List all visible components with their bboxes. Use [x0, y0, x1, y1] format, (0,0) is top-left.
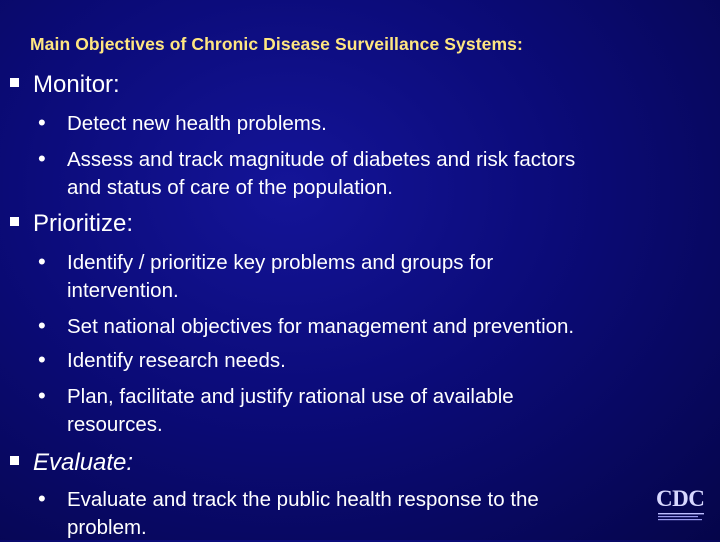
round-bullet-icon: •	[38, 249, 46, 274]
bullet-text: Assess and track magnitude of diabetes and risk factors and status of care of the population.	[67, 148, 576, 199]
bullet-text: Evaluate and track the public health response to the problem.	[67, 488, 539, 539]
bullet-item	[38, 146, 575, 202]
section-heading-label: Monitor:	[33, 71, 120, 98]
bullet-item	[38, 347, 286, 375]
cdc-logo-lines-icon	[658, 513, 706, 523]
bullet-text: Detect new health problems.	[67, 112, 327, 135]
bullet-item	[38, 249, 493, 305]
round-bullet-icon: •	[38, 383, 46, 408]
section-heading-label: Evaluate:	[33, 449, 134, 476]
cdc-logo	[656, 487, 708, 523]
bullet-text: Identify / prioritize key problems and groups for intervention.	[67, 251, 494, 302]
slide-title: Main Objectives of Chronic Disease Surveillance Systems:	[30, 34, 523, 54]
bullet-text: Plan, facilitate and justify rational use of available resources.	[67, 385, 514, 436]
round-bullet-icon: •	[38, 313, 46, 338]
round-bullet-icon: •	[38, 110, 46, 135]
bullet-item	[38, 313, 574, 341]
bullet-text: Identify research needs.	[67, 349, 286, 372]
section-heading-prioritize	[10, 210, 133, 238]
bullet-item	[38, 110, 327, 138]
square-bullet-icon	[10, 456, 19, 465]
square-bullet-icon	[10, 217, 19, 226]
square-bullet-icon	[10, 78, 19, 87]
bullet-text: Set national objectives for management and prevention.	[67, 315, 575, 338]
round-bullet-icon: •	[38, 146, 46, 171]
bullet-item	[38, 383, 514, 439]
section-heading-label: Prioritize:	[33, 210, 134, 237]
round-bullet-icon: •	[38, 486, 46, 511]
cdc-logo-text: CDC	[656, 486, 705, 511]
bullet-item	[38, 486, 678, 542]
round-bullet-icon: •	[38, 347, 46, 372]
section-heading-monitor	[10, 71, 120, 99]
section-heading-evaluate	[10, 449, 133, 477]
